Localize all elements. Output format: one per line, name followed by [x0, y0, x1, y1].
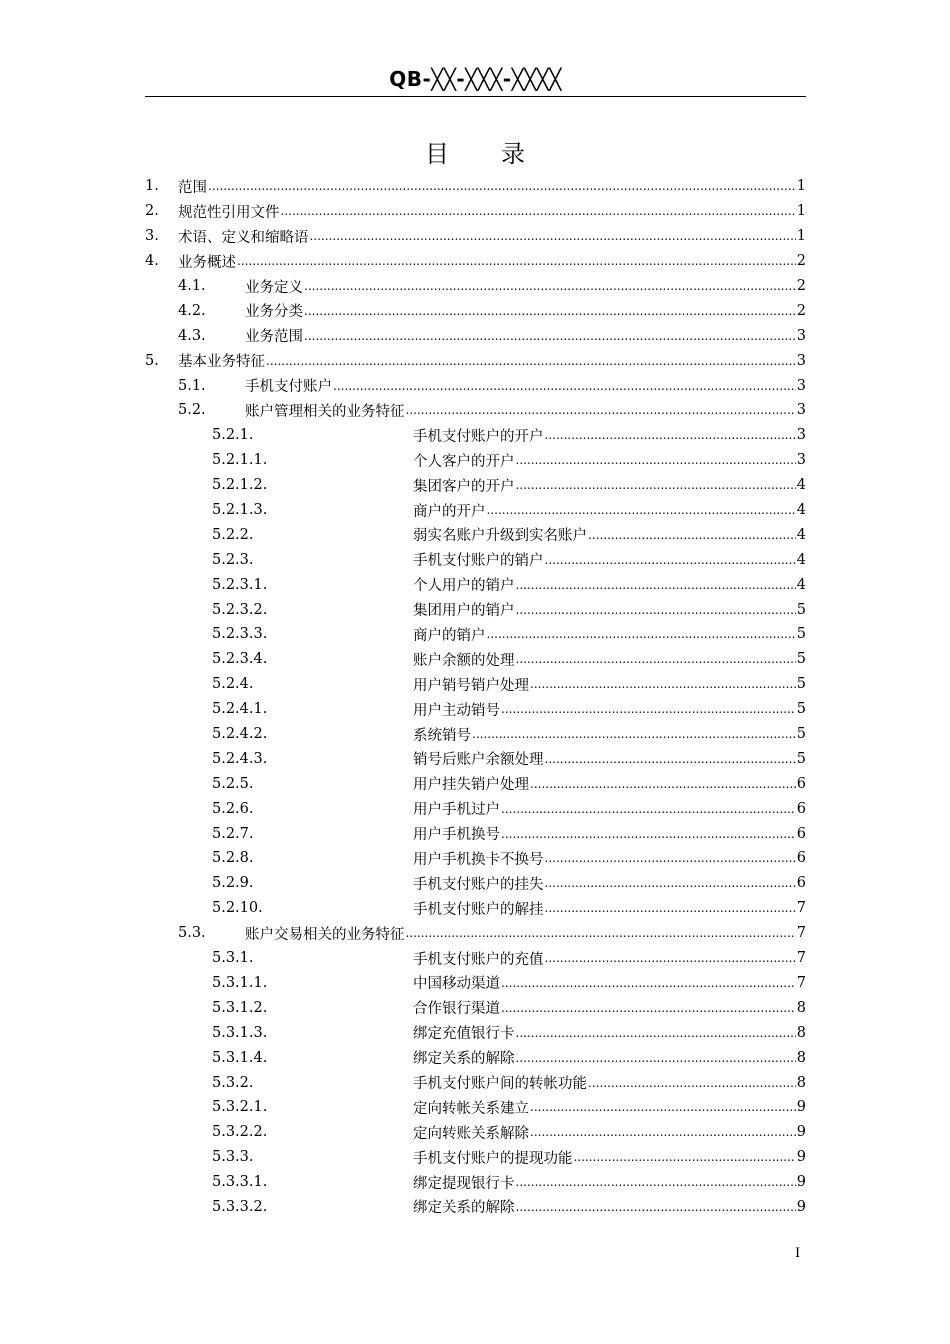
- document-code: QB-╳╳-╳╳╳-╳╳╳╳: [389, 67, 562, 91]
- toc-entry[interactable]: [145, 298, 806, 323]
- toc-dot-leader: [530, 1124, 796, 1140]
- toc-entry[interactable]: [145, 348, 806, 373]
- toc-entry-number: 5.2.4.3.: [212, 750, 268, 767]
- toc-entry-title: 用户手机换卡不换号: [413, 851, 544, 868]
- toc-entry-number: 5.2.4.: [212, 676, 254, 693]
- toc-entry-title: 规范性引用文件: [178, 204, 280, 221]
- toc-entry-page: 3: [796, 452, 806, 469]
- toc-entry[interactable]: [145, 1095, 806, 1120]
- toc-entry[interactable]: [145, 896, 806, 921]
- toc-dot-leader: [516, 651, 796, 667]
- toc-entry[interactable]: [145, 995, 806, 1020]
- toc-entry-title: 定向转账关系解除: [413, 1125, 529, 1142]
- toc-entry-title: 手机支付账户的挂失: [413, 876, 544, 893]
- toc-entry-title: 合作银行渠道: [413, 1001, 500, 1018]
- toc-dot-leader: [304, 278, 796, 294]
- toc-entry-number: 2.: [145, 203, 159, 220]
- toc-dot-leader: [487, 502, 796, 518]
- toc-entry-title: 集团用户的销户: [413, 603, 515, 620]
- toc-entry-title: 业务定义: [245, 279, 303, 296]
- toc-entry-page: 7: [796, 950, 806, 967]
- table-of-contents: [145, 174, 806, 1219]
- toc-entry-number: 5.3.: [178, 925, 206, 942]
- toc-dot-leader: [237, 253, 796, 269]
- toc-entry-number: 5.3.1.2.: [212, 999, 268, 1016]
- toc-entry-title: 销号后账户余额处理: [413, 752, 544, 769]
- toc-entry-number: 5.3.2.1.: [212, 1099, 268, 1116]
- toc-dot-leader: [208, 178, 796, 194]
- toc-entry-title: 手机支付账户间的转帐功能: [413, 1076, 587, 1092]
- toc-entry-title: 绑定关系的解除: [413, 1200, 515, 1217]
- toc-entry[interactable]: [145, 746, 806, 771]
- toc-dot-leader: [516, 577, 796, 593]
- toc-entry-page: 4: [796, 526, 806, 543]
- toc-entry-page: 2: [796, 278, 806, 294]
- toc-entry[interactable]: [145, 647, 806, 672]
- toc-entry-page: 5: [796, 601, 806, 618]
- toc-dot-leader: [530, 776, 796, 792]
- toc-entry-number: 5.3.3.1.: [212, 1174, 268, 1191]
- toc-entry-page: 5: [796, 626, 806, 643]
- toc-entry[interactable]: [145, 323, 806, 348]
- toc-entry-title: 业务分类: [245, 304, 303, 321]
- toc-entry-page: 2: [796, 302, 806, 319]
- toc-entry-number: 4.2.: [178, 302, 206, 319]
- toc-entry[interactable]: [145, 697, 806, 722]
- toc-entry-title: 账户余额的处理: [413, 652, 515, 669]
- toc-entry-number: 5.3.1.3.: [212, 1024, 268, 1041]
- toc-dot-leader: [487, 626, 796, 642]
- toc-entry-number: 5.2.3.4.: [212, 651, 268, 668]
- toc-entry[interactable]: [145, 224, 806, 249]
- toc-entry-number: 4.3.: [178, 327, 206, 344]
- toc-entry-page: 6: [796, 825, 806, 842]
- toc-entry-title: 账户管理相关的业务特征: [245, 403, 405, 420]
- page-header: [145, 62, 806, 97]
- toc-dot-leader: [545, 751, 796, 767]
- toc-entry[interactable]: [145, 846, 806, 871]
- toc-entry[interactable]: [145, 522, 806, 547]
- toc-dot-leader: [501, 1000, 796, 1016]
- toc-entry[interactable]: [145, 448, 806, 473]
- toc-dot-leader: [545, 950, 796, 966]
- toc-entry-page: 9: [796, 1099, 806, 1116]
- toc-entry-page: 7: [796, 974, 806, 991]
- toc-entry-number: 5.3.1.1.: [212, 974, 268, 991]
- toc-entry-page: 1: [796, 203, 806, 220]
- toc-entry[interactable]: [145, 1120, 806, 1145]
- toc-entry-title: 绑定充值银行卡: [413, 1026, 515, 1043]
- toc-entry-title: 术语、定义和缩略语: [178, 229, 309, 246]
- toc-entry-page: 9: [796, 1124, 806, 1141]
- toc-dot-leader: [304, 328, 796, 344]
- toc-dot-leader: [545, 427, 796, 443]
- toc-entry-page: 3: [796, 377, 806, 394]
- toc-entry-title: 商户的销户: [413, 627, 486, 644]
- toc-entry-page: 9: [796, 1198, 806, 1215]
- toc-dot-leader: [516, 1199, 796, 1215]
- toc-entry[interactable]: [145, 199, 806, 224]
- toc-dot-leader: [516, 1025, 796, 1041]
- toc-dot-leader: [281, 203, 796, 219]
- toc-entry-title: 业务概述: [178, 254, 236, 271]
- toc-entry-page: 3: [796, 427, 806, 444]
- toc-entry[interactable]: [145, 722, 806, 747]
- toc-dot-leader: [545, 850, 796, 866]
- toc-entry-page: 8: [796, 999, 806, 1016]
- toc-entry-page: 8: [796, 1049, 806, 1066]
- toc-entry-page: 7: [796, 900, 806, 917]
- toc-entry-page: 3: [796, 402, 806, 419]
- toc-dot-leader: [530, 1099, 796, 1115]
- toc-entry-title: 定向转帐关系建立: [413, 1100, 529, 1117]
- toc-entry-number: 5.3.1.: [212, 950, 254, 967]
- toc-dot-leader: [516, 1174, 796, 1190]
- toc-entry-number: 5.2.1.1.: [212, 452, 268, 469]
- toc-entry-title: 用户手机换号: [413, 827, 500, 844]
- toc-entry[interactable]: [145, 796, 806, 821]
- toc-entry[interactable]: [145, 597, 806, 622]
- toc-dot-leader: [574, 1149, 796, 1165]
- toc-entry-page: 6: [796, 800, 806, 817]
- toc-entry-title: 手机支付账户的充值: [413, 951, 544, 968]
- toc-entry-number: 4.1.: [178, 278, 206, 294]
- toc-entry-number: 5.2.3.2.: [212, 601, 268, 618]
- toc-entry-number: 4.: [145, 253, 159, 270]
- toc-entry-number: 5.1.: [178, 377, 206, 394]
- toc-dot-leader: [516, 1050, 796, 1066]
- toc-entry-title: 手机支付账户的开户: [413, 428, 544, 445]
- toc-entry-title: 商户的开户: [413, 503, 486, 520]
- toc-entry-title: 中国移动渠道: [413, 976, 500, 993]
- toc-entry[interactable]: [145, 1170, 806, 1195]
- toc-dot-leader: [588, 1075, 796, 1091]
- toc-entry-number: 3.: [145, 228, 159, 245]
- toc-entry-title: 绑定提现银行卡: [413, 1175, 515, 1192]
- toc-entry-title: 手机支付账户的解挂: [413, 901, 544, 918]
- toc-entry-number: 1.: [145, 178, 159, 195]
- toc-entry-title: 绑定关系的解除: [413, 1051, 515, 1068]
- toc-entry-number: 5.: [145, 352, 159, 369]
- toc-entry-number: 5.2.3.: [212, 551, 254, 568]
- toc-entry-page: 4: [796, 576, 806, 593]
- toc-entry-title: 弱实名账户升级到实名账户: [413, 528, 587, 545]
- toc-entry-title: 手机支付账户的提现功能: [413, 1150, 573, 1167]
- toc-entry-page: 5: [796, 726, 806, 743]
- toc-entry[interactable]: [145, 946, 806, 971]
- toc-entry-title: 用户销号销户处理: [413, 677, 529, 694]
- toc-entry-number: 5.2.1.: [212, 427, 254, 444]
- toc-entry-title: 个人用户的销户: [413, 578, 515, 595]
- toc-entry-page: 6: [796, 775, 806, 792]
- toc-entry-page: 7: [796, 925, 806, 942]
- toc-dot-leader: [545, 552, 796, 568]
- toc-entry-number: 5.2.4.2.: [212, 726, 268, 743]
- toc-entry-title: 个人客户的开户: [413, 453, 515, 470]
- toc-entry[interactable]: [145, 1145, 806, 1170]
- toc-entry-page: 2: [796, 253, 806, 270]
- toc-entry-number: 5.3.3.: [212, 1149, 254, 1166]
- toc-dot-leader: [501, 701, 796, 717]
- toc-entry-number: 5.2.3.3.: [212, 626, 268, 643]
- toc-entry-number: 5.2.5.: [212, 775, 254, 792]
- toc-entry-title: 用户挂失销户处理: [413, 777, 529, 794]
- toc-entry-title: 业务范围: [245, 329, 303, 346]
- toc-entry[interactable]: [145, 771, 806, 796]
- toc-dot-leader: [304, 303, 796, 319]
- toc-entry-page: 5: [796, 750, 806, 767]
- toc-dot-leader: [406, 402, 796, 418]
- toc-entry-title: 用户主动销号: [413, 702, 500, 719]
- toc-entry-page: 5: [796, 651, 806, 668]
- toc-entry[interactable]: [145, 622, 806, 647]
- toc-entry-number: 5.2.2.: [212, 526, 254, 543]
- toc-entry[interactable]: [145, 821, 806, 846]
- toc-dot-leader: [472, 726, 796, 742]
- toc-entry-page: 8: [796, 1074, 806, 1091]
- toc-entry-page: 5: [796, 676, 806, 693]
- toc-dot-leader: [333, 378, 796, 394]
- toc-entry[interactable]: [145, 672, 806, 697]
- toc-entry-number: 5.2.10.: [212, 900, 263, 917]
- toc-entry-title: 范围: [178, 179, 207, 196]
- toc-entry[interactable]: [145, 971, 806, 996]
- toc-entry-number: 5.2.1.2.: [212, 477, 268, 494]
- toc-entry[interactable]: [145, 572, 806, 597]
- toc-entry[interactable]: [145, 274, 806, 299]
- toc-dot-leader: [406, 925, 796, 941]
- toc-dot-leader: [310, 228, 796, 244]
- toc-entry-number: 5.3.1.4.: [212, 1049, 268, 1066]
- toc-entry[interactable]: [145, 473, 806, 498]
- toc-entry-page: 4: [796, 477, 806, 494]
- toc-entry-title: 集团客户的开户: [413, 478, 515, 495]
- toc-entry-number: 5.2.6.: [212, 800, 254, 817]
- toc-entry[interactable]: [145, 871, 806, 896]
- toc-entry-number: 5.3.3.2.: [212, 1198, 268, 1215]
- toc-entry-page: 5: [796, 701, 806, 718]
- toc-entry[interactable]: [145, 249, 806, 274]
- toc-entry[interactable]: [145, 423, 806, 448]
- toc-entry-number: 5.2.7.: [212, 825, 254, 842]
- toc-entry[interactable]: [145, 373, 806, 398]
- toc-entry[interactable]: [145, 1020, 806, 1045]
- toc-dot-leader: [516, 477, 796, 493]
- toc-entry-number: 5.3.2.2.: [212, 1124, 268, 1141]
- toc-entry-number: 5.3.2.: [212, 1074, 254, 1091]
- toc-entry-page: 6: [796, 850, 806, 867]
- toc-entry[interactable]: [145, 174, 806, 199]
- toc-dot-leader: [516, 452, 796, 468]
- toc-entry[interactable]: [145, 547, 806, 572]
- toc-entry-number: 5.2.4.1.: [212, 701, 268, 718]
- toc-entry-page: 3: [796, 327, 806, 344]
- toc-dot-leader: [545, 900, 796, 916]
- toc-entry-page: 9: [796, 1174, 806, 1191]
- page-number: I: [795, 1246, 801, 1261]
- toc-entry-title: 系统销号: [413, 727, 471, 744]
- toc-entry-page: 8: [796, 1024, 806, 1041]
- toc-entry-page: 4: [796, 502, 806, 519]
- toc-entry-number: 5.2.9.: [212, 875, 254, 892]
- toc-entry-title: 用户手机过户: [413, 802, 500, 819]
- toc-dot-leader: [501, 826, 796, 842]
- toc-entry[interactable]: [145, 1045, 806, 1070]
- toc-entry-number: 5.2.: [178, 402, 206, 419]
- toc-entry[interactable]: [145, 498, 806, 523]
- toc-dot-leader: [530, 676, 796, 692]
- toc-entry-number: 5.2.8.: [212, 850, 254, 867]
- toc-entry-title: 手机支付账户: [245, 379, 332, 396]
- toc-entry[interactable]: [145, 1070, 806, 1095]
- toc-entry-number: 5.2.1.3.: [212, 502, 268, 519]
- toc-entry-title: 手机支付账户的销户: [413, 553, 544, 570]
- toc-dot-leader: [501, 801, 796, 817]
- page-title: 目录: [425, 140, 577, 168]
- toc-dot-leader: [516, 602, 796, 618]
- toc-entry[interactable]: [145, 398, 806, 423]
- toc-entry-title: 账户交易相关的业务特征: [245, 926, 405, 943]
- toc-dot-leader: [588, 527, 796, 543]
- toc-entry-page: 3: [796, 352, 806, 369]
- toc-entry-page: 4: [796, 551, 806, 568]
- toc-entry-page: 1: [796, 178, 806, 195]
- toc-entry-number: 5.2.3.1.: [212, 576, 268, 593]
- toc-entry-page: 1: [796, 228, 806, 245]
- toc-entry-page: 9: [796, 1149, 806, 1166]
- toc-entry[interactable]: [145, 1195, 806, 1220]
- toc-dot-leader: [266, 353, 796, 369]
- toc-dot-leader: [501, 975, 796, 991]
- toc-entry[interactable]: [145, 921, 806, 946]
- toc-entry-page: 6: [796, 875, 806, 892]
- toc-dot-leader: [545, 875, 796, 891]
- toc-entry-title: 基本业务特征: [178, 354, 265, 371]
